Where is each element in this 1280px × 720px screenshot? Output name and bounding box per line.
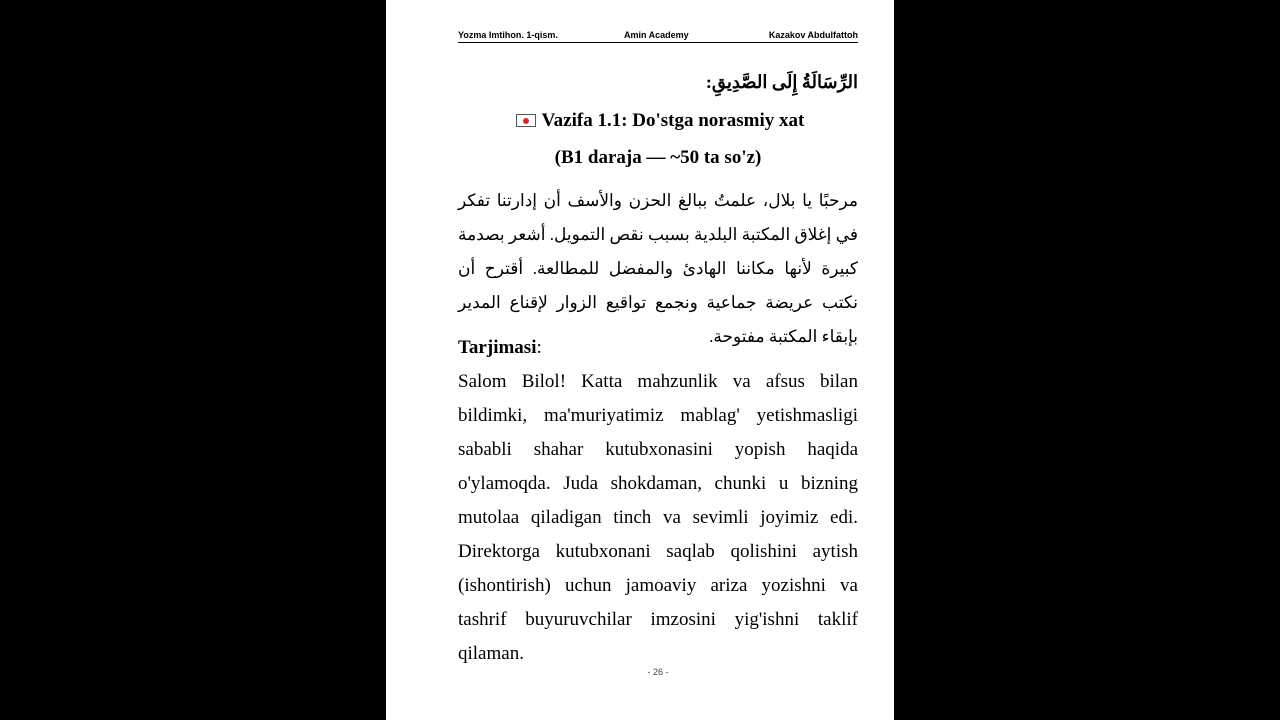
arabic-paragraph: مرحبًا يا بلال، علمتُ ببالغ الحزن والأسف أن إدارتنا تفكر في إغلاق المكتبة البلدية بسبب نقص التمويل. أشعر بصدمة كبيرة لأنها مكاننا الهادئ والمفضل للمطالعة. أقترح أن نكتب عريضة جماعية ونجمع تواقيع الزوار لإقناع المدير بإبقاء المكتبة مفتوحة. [458, 191, 858, 346]
translation-label-colon: : [536, 337, 542, 358]
header-center-text: Amin Academy [624, 30, 689, 40]
translation-paragraph: Salom Bilol! Katta mahzunlik va afsus bilan bildimki, ma'muriyatimiz mablag' yetishmasligi sababli shahar kutubxonasini yopish haqida o'ylamoqda. Juda shokdaman, chunki u bizning mutolaa qiladigan tinch va sevimli joyimiz edi. Direktorga kutubxonani saqlab qolishini aytish (ishontirish) uchun jamoaviy ariza yozishni va tashrif buyuruvchilar imzosini yig'ishni taklif qilaman. [458, 371, 858, 664]
document-page [386, 0, 894, 720]
translation-label-text: Tarjimasi [458, 337, 537, 358]
running-header [458, 30, 858, 43]
header-left-text: Yozma Imtihon. 1-qism. [458, 30, 558, 40]
task-subtitle: (B1 daraja — ~50 ta so'z) [554, 147, 762, 168]
flag-icon [516, 114, 536, 127]
task-title [386, 108, 934, 134]
task-title-text: Vazifa 1.1: Do'stga norasmiy xat [541, 110, 805, 131]
page-number: - 26 - [647, 667, 669, 677]
arabic-title: الرِّسَالَةُ إِلَى الصَّدِيقِ: [705, 72, 858, 92]
translation-label [458, 334, 542, 362]
header-right-text: Kazakov Abdulfattoh [768, 30, 858, 40]
